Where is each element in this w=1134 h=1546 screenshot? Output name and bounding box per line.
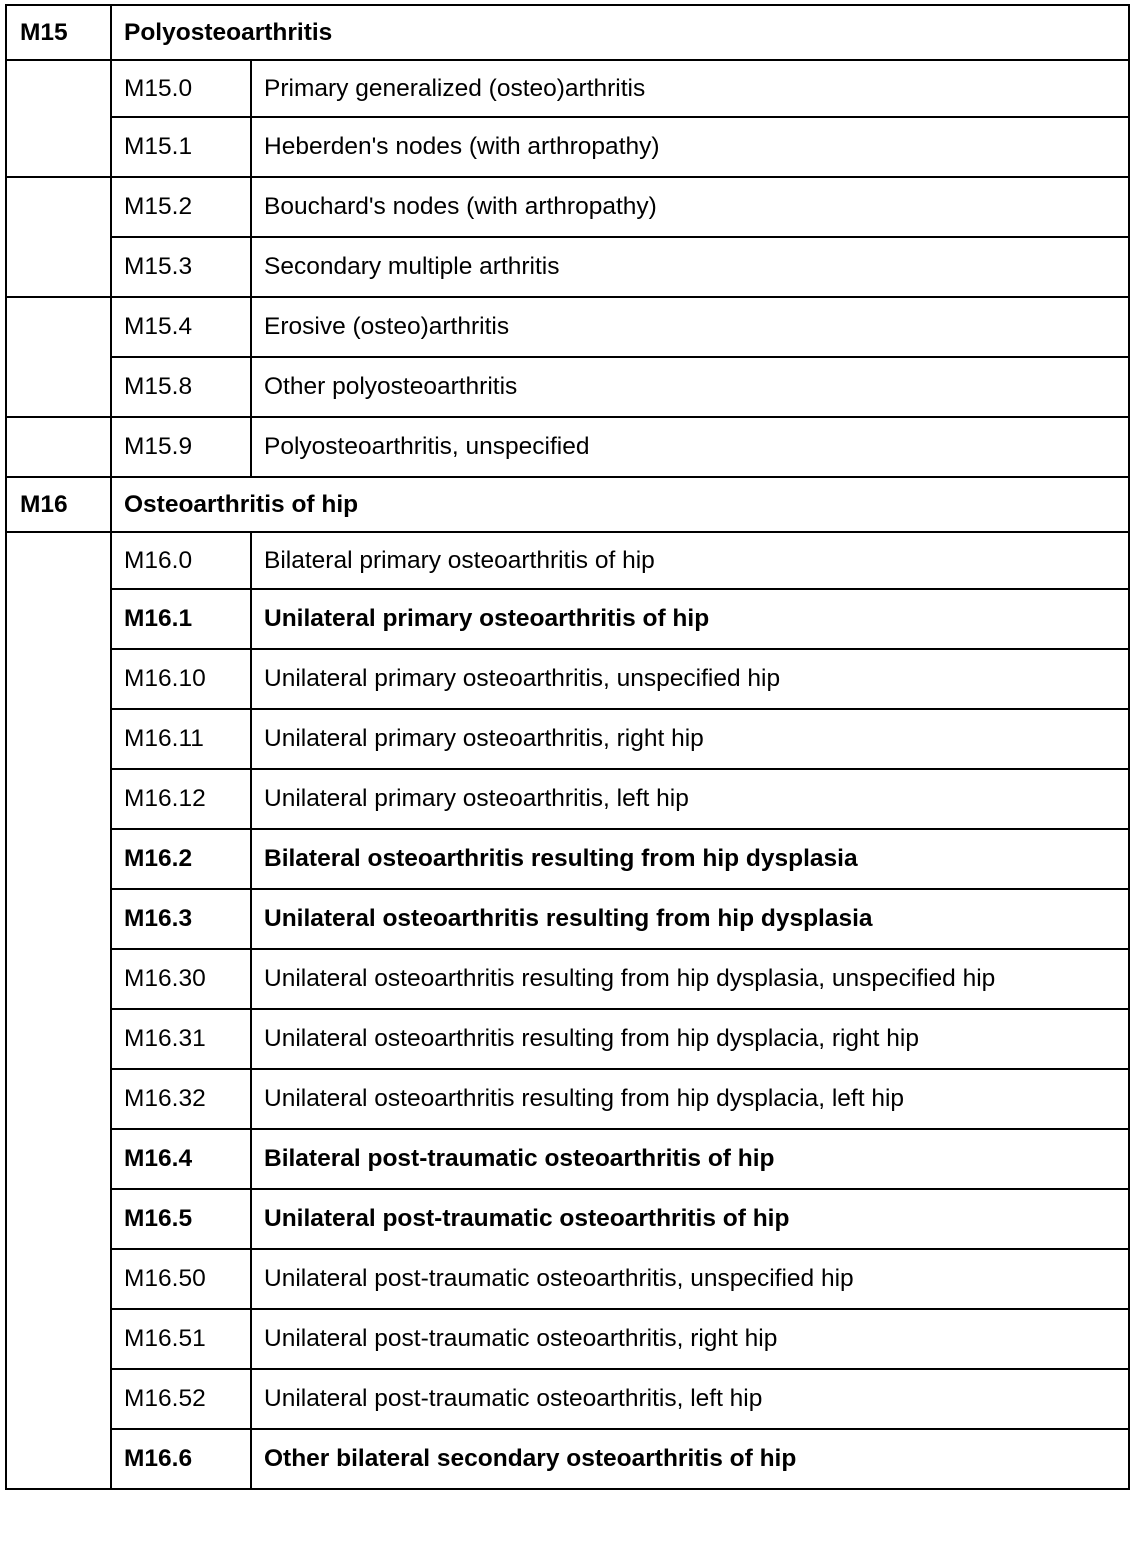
subcode: M15.0: [111, 60, 251, 117]
subcode: M16.0: [111, 532, 251, 589]
subcode-description: Bilateral osteoarthritis resulting from hip dysplasia: [251, 829, 1129, 889]
subcode: M16.52: [111, 1369, 251, 1429]
subcode: M15.1: [111, 117, 251, 177]
subcode: M16.6: [111, 1429, 251, 1489]
category-title: Polyosteoarthritis: [111, 5, 1129, 60]
subcode-description: Other polyosteoarthritis: [251, 357, 1129, 417]
subcode: M15.9: [111, 417, 251, 477]
subcode-description: Unilateral primary osteoarthritis, right hip: [251, 709, 1129, 769]
code-row: [6, 357, 1129, 417]
code-row: [6, 1429, 1129, 1489]
icd-code-table-container: [5, 4, 1130, 1490]
subcode-description: Unilateral primary osteoarthritis, left hip: [251, 769, 1129, 829]
code-row: [6, 589, 1129, 649]
icd-code-table: [5, 4, 1130, 1490]
subcode-description: Unilateral osteoarthritis resulting from hip dysplacia, left hip: [251, 1069, 1129, 1129]
code-row: [6, 417, 1129, 477]
subcode: M16.1: [111, 589, 251, 649]
subcode: M16.50: [111, 1249, 251, 1309]
category-title: Osteoarthritis of hip: [111, 477, 1129, 532]
code-row: [6, 237, 1129, 297]
subcode: M16.51: [111, 1309, 251, 1369]
subcode: M16.31: [111, 1009, 251, 1069]
category-code: M15: [6, 5, 111, 60]
indent-cell: [6, 60, 111, 177]
subcode-description: Other bilateral secondary osteoarthritis of hip: [251, 1429, 1129, 1489]
subcode-description: Bilateral post-traumatic osteoarthritis of hip: [251, 1129, 1129, 1189]
subcode: M16.32: [111, 1069, 251, 1129]
subcode: M16.30: [111, 949, 251, 1009]
subcode-description: Secondary multiple arthritis: [251, 237, 1129, 297]
subcode: M15.3: [111, 237, 251, 297]
code-row: [6, 829, 1129, 889]
indent-cell: [6, 417, 111, 477]
code-row: [6, 1009, 1129, 1069]
subcode: M16.10: [111, 649, 251, 709]
subcode-description: Unilateral osteoarthritis resulting from hip dysplacia, right hip: [251, 1009, 1129, 1069]
subcode: M16.11: [111, 709, 251, 769]
code-row: [6, 1069, 1129, 1129]
category-row: [6, 477, 1129, 532]
subcode-description: Polyosteoarthritis, unspecified: [251, 417, 1129, 477]
code-row: [6, 1309, 1129, 1369]
code-row: [6, 769, 1129, 829]
subcode: M16.12: [111, 769, 251, 829]
category-row: [6, 5, 1129, 60]
subcode-description: Bouchard's nodes (with arthropathy): [251, 177, 1129, 237]
code-row: [6, 117, 1129, 177]
indent-cell: [6, 297, 111, 417]
subcode: M15.4: [111, 297, 251, 357]
code-row: [6, 177, 1129, 237]
code-row: [6, 1249, 1129, 1309]
code-row: [6, 532, 1129, 589]
subcode-description: Unilateral post-traumatic osteoarthritis, left hip: [251, 1369, 1129, 1429]
subcode-description: Erosive (osteo)arthritis: [251, 297, 1129, 357]
subcode: M16.2: [111, 829, 251, 889]
subcode-description: Bilateral primary osteoarthritis of hip: [251, 532, 1129, 589]
subcode: M15.2: [111, 177, 251, 237]
code-row: [6, 1369, 1129, 1429]
subcode-description: Unilateral osteoarthritis resulting from hip dysplasia, unspecified hip: [251, 949, 1129, 1009]
icd-code-table-body: [6, 5, 1129, 1489]
indent-cell: [6, 177, 111, 297]
code-row: [6, 709, 1129, 769]
subcode-description: Unilateral post-traumatic osteoarthritis, unspecified hip: [251, 1249, 1129, 1309]
subcode-description: Heberden's nodes (with arthropathy): [251, 117, 1129, 177]
indent-cell: [6, 532, 111, 1489]
code-row: [6, 1129, 1129, 1189]
code-row: [6, 297, 1129, 357]
code-row: [6, 949, 1129, 1009]
subcode-description: Unilateral post-traumatic osteoarthritis of hip: [251, 1189, 1129, 1249]
subcode-description: Unilateral osteoarthritis resulting from hip dysplasia: [251, 889, 1129, 949]
subcode-description: Unilateral primary osteoarthritis of hip: [251, 589, 1129, 649]
code-row: [6, 1189, 1129, 1249]
category-code: M16: [6, 477, 111, 532]
code-row: [6, 889, 1129, 949]
subcode: M15.8: [111, 357, 251, 417]
subcode: M16.5: [111, 1189, 251, 1249]
subcode-description: Unilateral post-traumatic osteoarthritis, right hip: [251, 1309, 1129, 1369]
code-row: [6, 60, 1129, 117]
subcode: M16.4: [111, 1129, 251, 1189]
subcode-description: Unilateral primary osteoarthritis, unspecified hip: [251, 649, 1129, 709]
subcode: M16.3: [111, 889, 251, 949]
code-row: [6, 649, 1129, 709]
subcode-description: Primary generalized (osteo)arthritis: [251, 60, 1129, 117]
